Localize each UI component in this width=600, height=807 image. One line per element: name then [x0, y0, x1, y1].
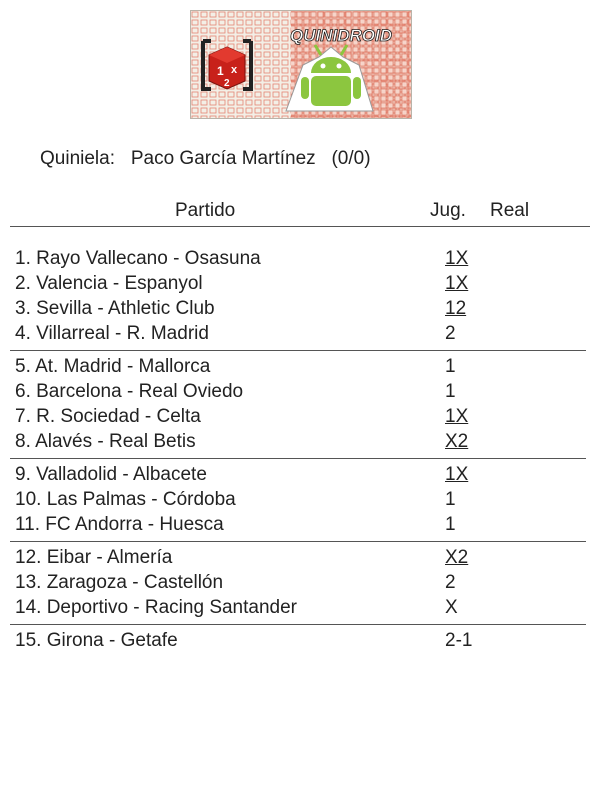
player-pick: 1X: [445, 406, 469, 427]
player-pick: X2: [445, 547, 469, 568]
player-pick: X2: [445, 431, 469, 452]
match-row[interactable]: [0, 572, 600, 597]
match-row[interactable]: [0, 323, 600, 348]
match-row[interactable]: [0, 597, 600, 622]
player-pick: 2-1: [445, 630, 473, 651]
player-pick: 1: [445, 514, 456, 535]
quinidroid-banner: [190, 10, 412, 119]
match-row[interactable]: [0, 381, 600, 406]
svg-text:QUINIDROID: QUINIDROID: [290, 26, 392, 45]
match-row[interactable]: [0, 464, 600, 489]
match-row[interactable]: [0, 406, 600, 431]
match-name: 6. Barcelona - Real Oviedo: [15, 381, 244, 402]
player-pick: 1X: [445, 248, 469, 269]
match-row[interactable]: [0, 514, 600, 539]
player-pick: 2: [445, 323, 456, 344]
player-pick: 1: [445, 356, 456, 377]
match-name: 3. Sevilla - Athletic Club: [15, 298, 215, 319]
match-name: 12. Eibar - Almería: [15, 547, 173, 568]
player-pick: 2: [445, 572, 456, 593]
column-header-match: Partido: [175, 200, 236, 221]
match-name: 9. Valladolid - Albacete: [15, 464, 207, 485]
group-divider: [10, 458, 586, 459]
svg-text:1: 1: [217, 64, 224, 78]
logo-text: [290, 26, 392, 45]
player-pick: 1X: [445, 464, 469, 485]
match-row[interactable]: [0, 489, 600, 514]
match-row[interactable]: [0, 356, 600, 381]
match-name: 5. At. Madrid - Mallorca: [15, 356, 211, 377]
match-name: 14. Deportivo - Racing Santander: [15, 597, 297, 618]
player-pick: 1: [445, 381, 456, 402]
quiniela-label: Quiniela:: [40, 148, 115, 169]
match-name: 4. Villarreal - R. Madrid: [15, 323, 209, 344]
group-divider: [10, 624, 586, 625]
player-pick: 12: [445, 298, 467, 319]
match-row[interactable]: [0, 248, 600, 273]
match-row[interactable]: [0, 298, 600, 323]
column-header-real: Real: [490, 200, 530, 221]
match-name: 13. Zaragoza - Castellón: [15, 572, 224, 593]
match-name: 11. FC Andorra - Huesca: [15, 514, 224, 535]
column-header-player-pick: Jug.: [430, 200, 466, 221]
player-pick: 1X: [445, 273, 469, 294]
svg-text:x: x: [231, 64, 238, 76]
quiniela-header: [40, 148, 371, 170]
match-name: 10. Las Palmas - Córdoba: [15, 489, 236, 510]
match-name: 8. Alavés - Real Betis: [15, 431, 196, 452]
group-divider: [10, 350, 586, 351]
match-name: 2. Valencia - Espanyol: [15, 273, 203, 294]
match-row[interactable]: [0, 431, 600, 456]
match-row[interactable]: [0, 273, 600, 298]
svg-text:2: 2: [224, 78, 230, 89]
match-name: 15. Girona - Getafe: [15, 630, 178, 651]
score: (0/0): [331, 148, 371, 169]
match-row[interactable]: [0, 547, 600, 572]
match-name: 7. R. Sociedad - Celta: [15, 406, 201, 427]
player-pick: X: [445, 597, 458, 618]
match-name: 1. Rayo Vallecano - Osasuna: [15, 248, 261, 269]
player-name: Paco García Martínez: [130, 148, 316, 169]
match-row[interactable]: [0, 630, 600, 655]
player-pick: 1: [445, 489, 456, 510]
group-divider: [10, 541, 586, 542]
header-divider: [10, 226, 590, 227]
quinidroid-logo: [191, 11, 411, 118]
